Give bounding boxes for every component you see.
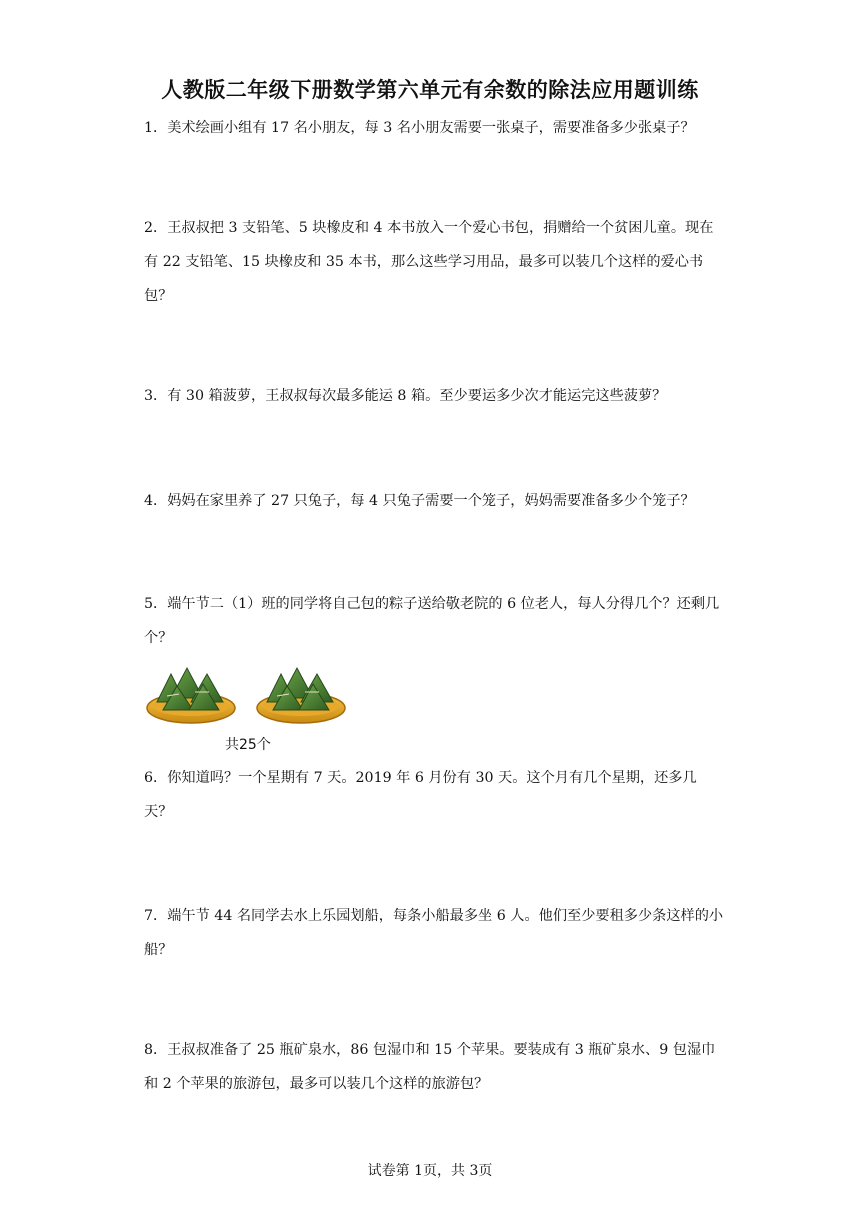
question-5 — [144, 587, 724, 655]
question-number: 8． — [144, 1042, 168, 1058]
basket-right — [257, 668, 345, 723]
question-3 — [144, 379, 724, 413]
zongzi-baskets-image — [145, 652, 355, 756]
question-text: 你知道吗？一个星期有 7 天。2019 年 6 月份有 30 天。这个月有几个星期，还多几天？ — [144, 770, 697, 820]
question-text: 有 30 箱菠萝，王叔叔每次最多能运 8 箱。至少要运多少次才能运完这些菠萝？ — [167, 388, 667, 404]
zongzi-illustration — [145, 652, 355, 756]
question-8 — [144, 1033, 724, 1101]
question-2 — [144, 211, 724, 313]
question-number: 6． — [144, 770, 168, 786]
question-number: 7． — [144, 908, 168, 924]
page-footer: 试卷第 1页，共 3页 — [367, 1163, 493, 1179]
question-text: 端午节二（1）班的同学将自己包的粽子送给敬老院的 6 位老人，每人分得几个？还剩几个？ — [144, 596, 720, 646]
question-number: 5． — [144, 596, 168, 612]
question-text: 端午节 44 名同学去水上乐园划船，每条小船最多坐 6 人。他们至少要租多少条这样的小船？ — [144, 908, 724, 958]
question-4 — [144, 484, 724, 518]
question-6 — [144, 761, 724, 829]
question-number: 1． — [144, 120, 168, 136]
question-text: 美术绘画小组有 17 名小朋友，每 3 名小朋友需要一张桌子，需要准备多少张桌子？ — [167, 120, 695, 136]
question-7 — [144, 899, 724, 967]
illustration-caption: 共25个 — [225, 737, 271, 753]
page-title: 人教版二年级下册数学第六单元有余数的除法应用题训练 — [161, 78, 699, 102]
basket-left — [147, 668, 235, 723]
question-number: 4． — [144, 493, 168, 509]
question-text: 妈妈在家里养了 27 只兔子，每 4 只兔子需要一个笼子，妈妈需要准备多少个笼子？ — [167, 493, 695, 509]
question-text: 王叔叔把 3 支铅笔、5 块橡皮和 4 本书放入一个爱心书包，捐赠给一个贫困儿童。现在有 22 支铅笔、15 块橡皮和 35 本书，那么这些学习用品，最多可以装几个这样的爱心书包？ — [144, 220, 714, 304]
question-1 — [144, 111, 724, 145]
question-text: 王叔叔准备了 25 瓶矿泉水，86 包湿巾和 15 个苹果。要装成有 3 瓶矿泉水、9 包湿巾和 2 个苹果的旅游包，最多可以装几个这样的旅游包？ — [144, 1042, 716, 1092]
question-number: 3． — [144, 388, 168, 404]
question-number: 2． — [144, 220, 168, 236]
